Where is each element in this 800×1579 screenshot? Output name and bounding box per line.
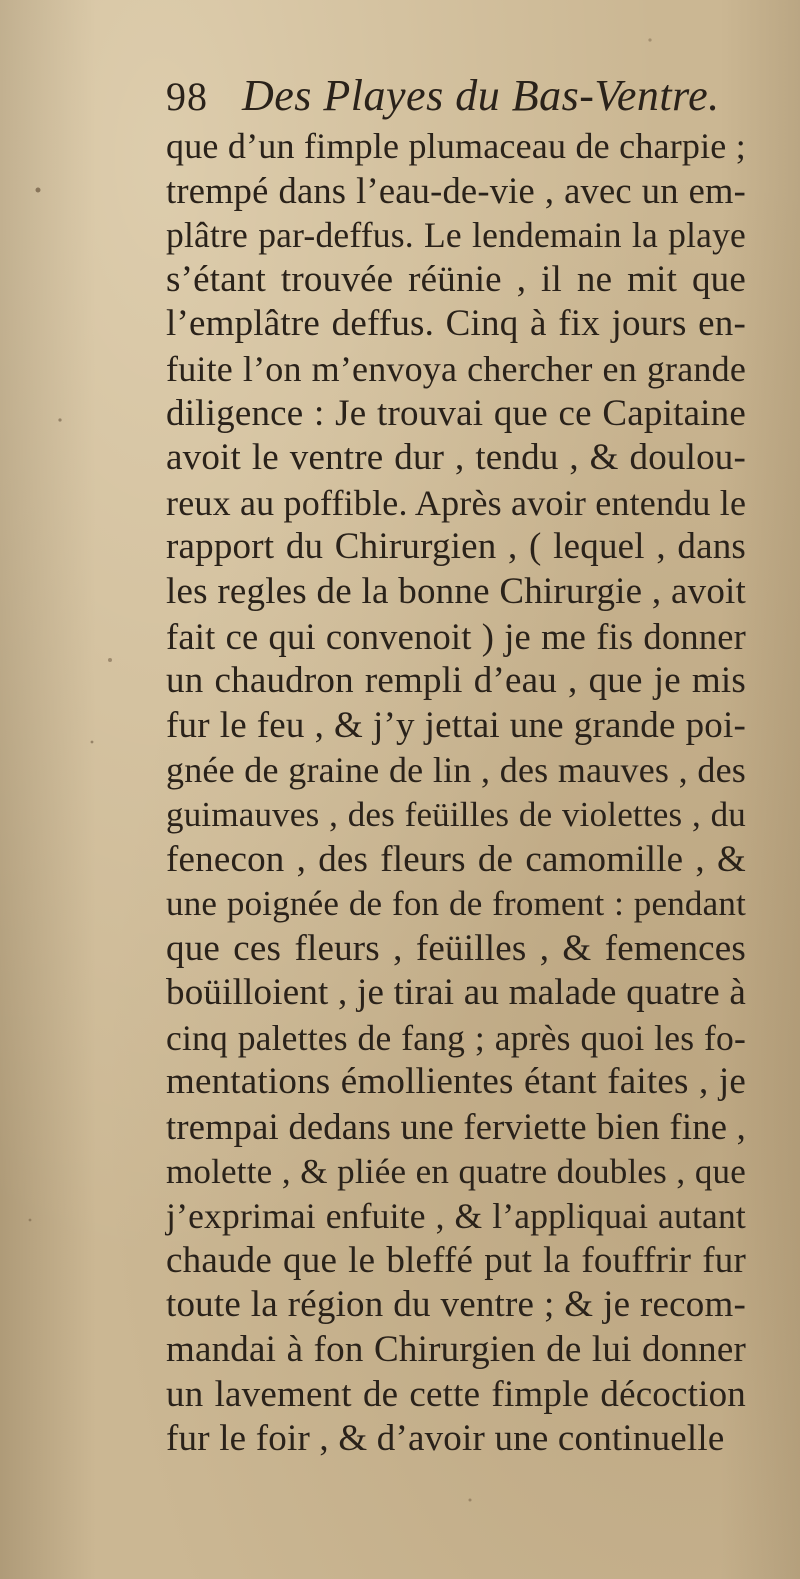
text-line: gnée de graine de lin , des mauves , des [166,750,746,791]
text-line: trempai dedans une ferviette bien fine , [166,1106,746,1148]
text-line: fenecon , des fleurs de camomille , & [166,838,746,880]
text-line: rapport du Chirurgien , ( lequel , dans [166,526,746,568]
text-line: fur le feu , & j’y jettai une grande poi- [166,704,746,746]
text-line: une poignée de fon de froment : pendant [166,884,746,924]
text-line: fuite l’on m’envoya chercher en grande [166,348,746,389]
running-title: Des Playes du Bas-Ventre. [242,71,720,120]
text-line: l’emplâtre deffus. Cinq à fix jours en- [166,303,746,345]
text-line: cinq palettes de fang ; après quoi les fo- [166,1017,746,1058]
text-line: chaude que le bleffé put la fouffrir fur [166,1239,746,1281]
text-line: toute la région du ventre ; & je recom- [166,1284,746,1326]
text-line: mandai à fon Chirurgien de lui donner [166,1329,746,1371]
text-line: s’étant trouvée réünie , il ne mit que [166,258,746,300]
text-line: avoit le ventre dur , tendu , & doulou- [166,437,746,479]
text-line: boüilloient , je tirai au malade quatre à [166,972,746,1014]
text-line: que d’un fimple plumaceau de charpie ; [166,126,746,166]
page-number: 98 [166,74,208,119]
text-line: les regles de la bonne Chirurgie , avoit [166,570,746,612]
text-line: diligence : Je trouvai que ce Capitaine [166,392,746,434]
text-line: j’exprimai enfuite , & l’appliquai autant [166,1196,746,1237]
text-line: trempé dans l’eau-de-vie , avec un em- [166,169,746,211]
text-line: mentations émollientes étant faites , je [166,1061,746,1103]
text-line: molette , & pliée en quatre doubles , que [166,1151,746,1191]
text-line: guimauves , des feüilles de violettes , du [166,794,746,834]
text-line: plâtre par-deffus. Le lendemain la playe [166,215,746,256]
text-line: fur le foir , & d’avoir une continuelle [166,1418,725,1460]
text-line: un chaudron rempli d’eau , que je mis [166,660,746,702]
body-text [166,124,746,1462]
text-line: fait ce qui convenoit ) je me fis donner [166,615,746,657]
text-line: un lavement de cette fimple décoction [166,1373,746,1415]
text-line: reux au poffible. Après avoir entendu le [166,482,747,523]
running-head [166,70,726,126]
text-line: que ces fleurs , feüilles , & femences [166,927,746,969]
